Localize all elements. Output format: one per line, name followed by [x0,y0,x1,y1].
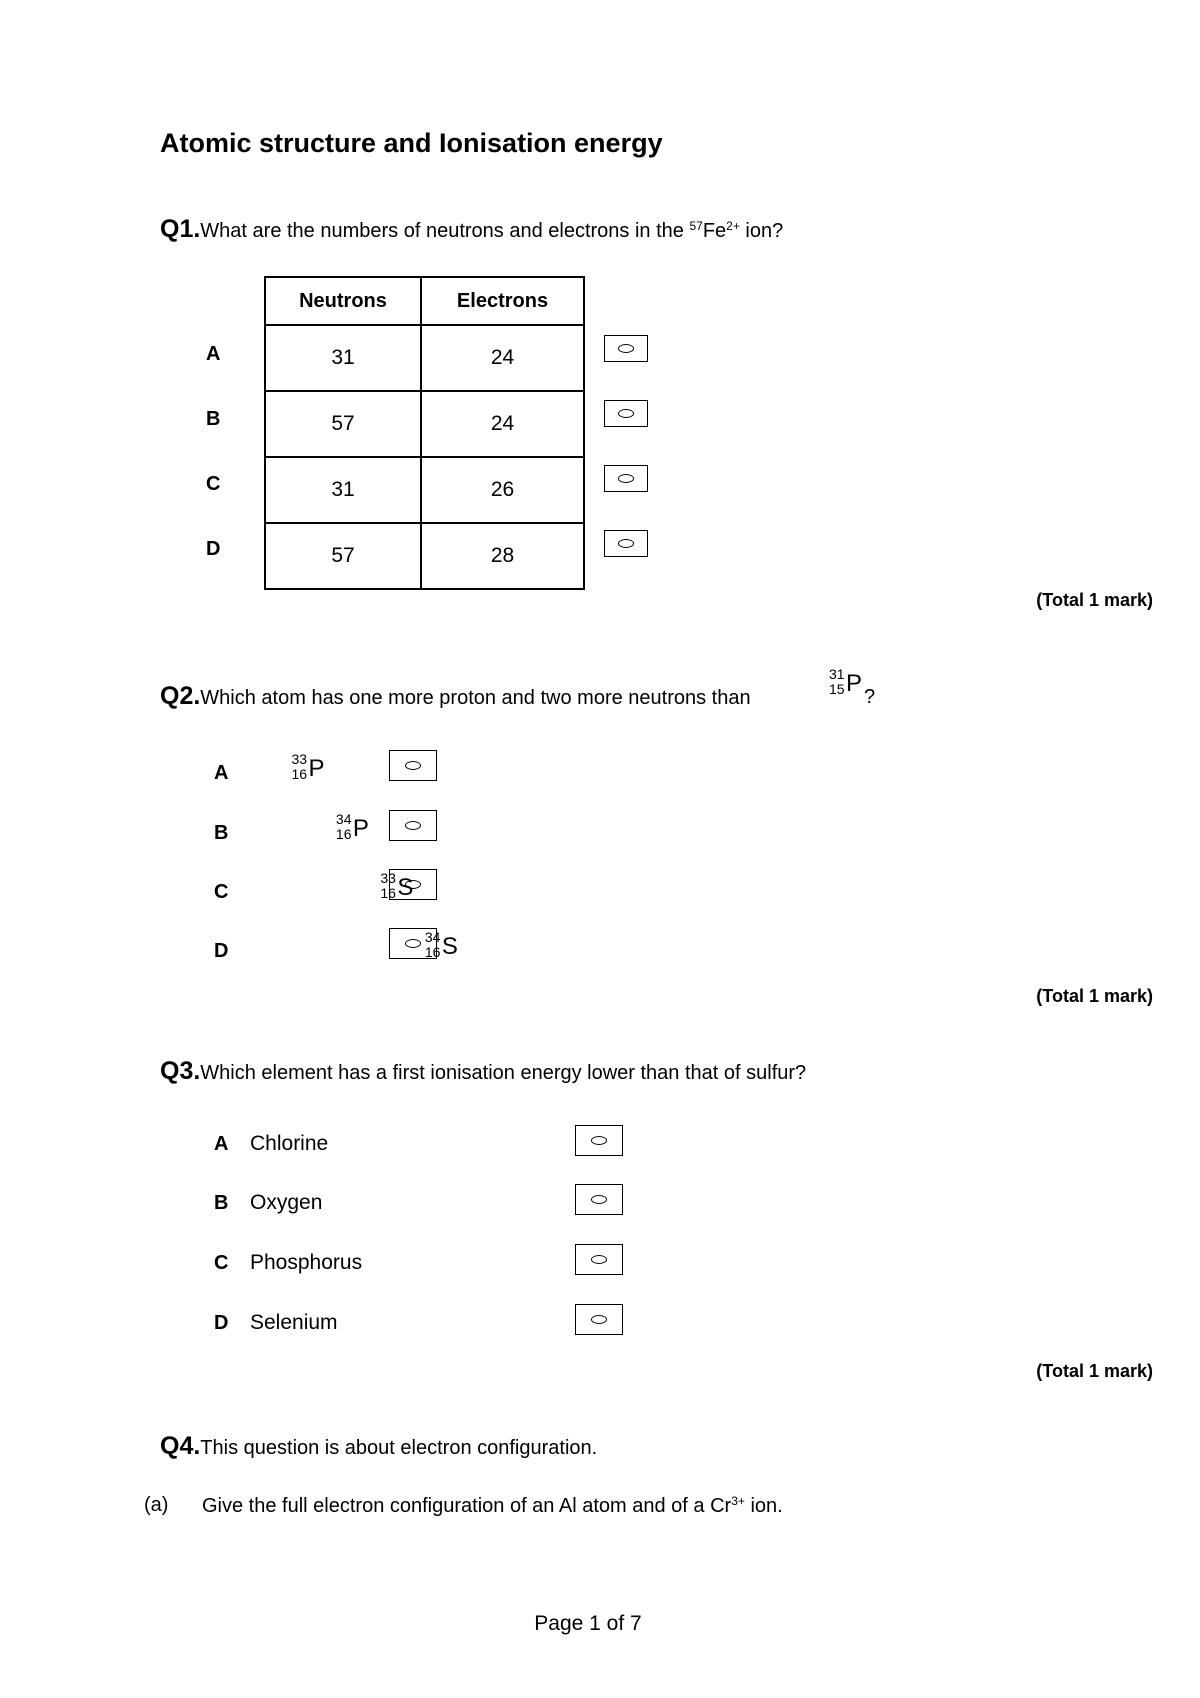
q1-letter-d: D [206,538,221,560]
q2-answer-d-bubble[interactable] [389,928,437,959]
q2-letter-b: B [214,822,229,844]
table-row [265,391,584,457]
q1-d-electrons: 28 [421,523,584,589]
q1-letter-b: B [206,408,221,430]
q1-answer-d-bubble[interactable] [604,530,648,557]
q2-option-a-isotope [291,752,331,786]
q2-b-symbol: P [352,815,369,842]
q1-letter-c: C [206,473,221,495]
q2-ref-symbol: P [846,670,863,697]
q2-question [160,682,751,711]
q1-b-electrons: 24 [421,391,584,457]
q4-part-a-end: ion. [744,1495,783,1517]
q1-answer-b-bubble[interactable] [604,400,648,427]
q1-number: Q1. [160,215,201,243]
q3-option-a-text: Chlorine [250,1132,329,1155]
q1-d-neutrons: 57 [265,523,421,589]
q4-question [160,1432,597,1461]
q2-question-mark: ? [864,686,876,708]
q1-question [160,215,783,244]
q2-c-mass: 33 [380,870,396,886]
q2-c-symbol: S [397,874,414,901]
q1-c-electrons: 26 [421,457,584,523]
q1-answer-c-bubble[interactable] [604,465,648,492]
q3-letter-b: B [214,1192,229,1214]
q2-b-atomic: 16 [335,826,352,842]
q2-ref-atomic: 15 [829,681,845,697]
table-row [265,457,584,523]
q3-answer-c-bubble[interactable] [575,1244,623,1275]
q1-letter-a: A [206,343,221,365]
q2-number: Q2. [160,682,201,710]
q3-total-mark: (Total 1 mark) [1036,1361,1153,1381]
table-row [265,325,584,391]
q3-letter-c: C [214,1252,229,1274]
q2-d-mass: 34 [424,929,441,945]
q3-answer-a-bubble[interactable] [575,1125,623,1156]
q1-answer-a-bubble[interactable] [604,335,648,362]
q3-answer-d-bubble[interactable] [575,1304,623,1335]
q2-letter-d: D [214,940,229,962]
q3-option-c-text: Phosphorus [250,1251,363,1274]
q2-answer-b-bubble[interactable] [389,810,437,841]
q2-ref-mass: 31 [829,666,845,682]
q1-total-mark: (Total 1 mark) [1036,590,1153,610]
q3-answer-b-bubble[interactable] [575,1184,623,1215]
page-title: Atomic structure and Ionisation energy [160,128,663,158]
q4-number: Q4. [160,1432,201,1460]
q4-part-a-question [202,1494,783,1518]
q2-d-symbol: S [441,933,458,960]
q3-letter-d: D [214,1312,229,1334]
q3-number: Q3. [160,1057,201,1085]
q1-table [264,276,585,590]
q2-a-atomic: 16 [291,766,308,782]
q1-c-neutrons: 31 [265,457,421,523]
q1-a-electrons: 24 [421,325,584,391]
q2-answer-a-bubble[interactable] [389,750,437,781]
q1-table-header [265,277,584,325]
page-number: Page 1 of 7 [534,1612,642,1635]
table-row [265,523,584,589]
q3-letter-a: A [214,1133,229,1155]
q2-letter-a: A [214,762,229,784]
q1-b-neutrons: 57 [265,391,421,457]
q2-total-mark: (Total 1 mark) [1036,986,1153,1006]
q2-a-mass: 33 [291,751,308,767]
q2-d-atomic: 16 [424,944,441,960]
q4-part-a-charge: 3+ [731,1494,745,1508]
q1-a-neutrons: 31 [265,325,421,391]
q1-ion-charge: 2+ [726,219,740,233]
q3-text: Which element has a first ionisation energy lower than that of sulfur? [200,1062,807,1084]
q2-c-atomic: 16 [380,885,396,901]
q1-text-before: What are the numbers of neutrons and electrons in the [200,220,690,242]
q1-header-electrons: Electrons [421,277,584,325]
q4-part-a-text: Give the full electron configuration of an Al atom and of a Cr [202,1495,732,1517]
q2-b-mass: 34 [335,811,352,827]
q1-ion-mass: 57 [689,219,703,233]
q3-option-b-text: Oxygen [250,1191,323,1214]
q4-part-a-label: (a) [144,1494,169,1516]
q1-ion-symbol: Fe [702,220,727,242]
q2-option-b-isotope [336,812,376,846]
q1-header-neutrons: Neutrons [265,277,421,325]
q3-question [160,1057,806,1086]
q3-option-d-text: Selenium [250,1311,338,1334]
q2-answer-c-bubble[interactable] [389,869,437,900]
q2-reference-isotope [829,667,865,701]
q2-text: Which atom has one more proton and two more neutrons than [200,687,751,709]
q1-text-after: ion? [739,220,784,242]
q2-a-symbol: P [308,755,325,782]
q2-letter-c: C [214,881,229,903]
q4-text: This question is about electron configuration. [200,1437,598,1459]
